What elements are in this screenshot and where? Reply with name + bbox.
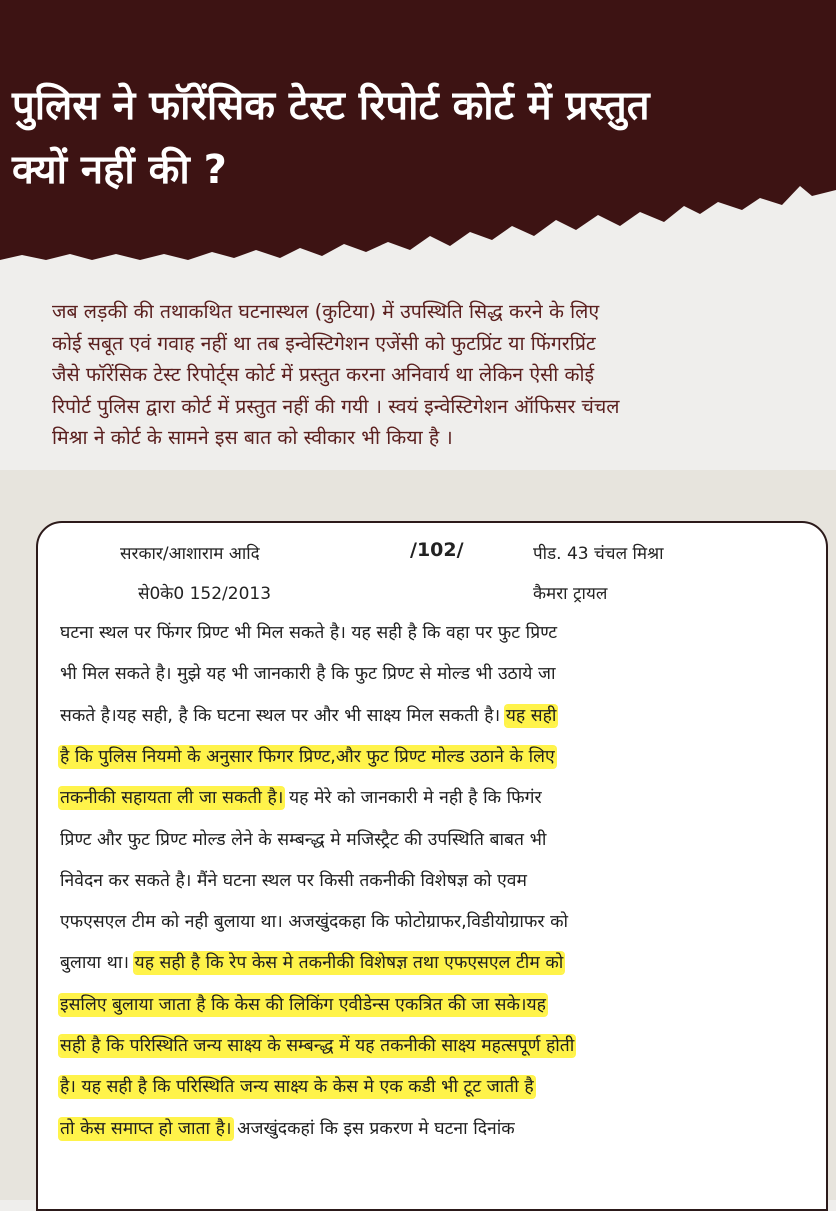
document-text: यह मेरे को जानकारी मे नही है कि फिगंर xyxy=(283,788,542,809)
witness-name: पीड. 43 चंचल मिश्रा xyxy=(533,544,664,564)
intro-line: जब लड़की की तथाकथित घटनास्थल (कुटिया) में उपस्थिति सिद्ध करने के लिए xyxy=(52,300,600,323)
document-line xyxy=(60,866,800,896)
document-line xyxy=(60,742,800,772)
court-document-scan xyxy=(36,521,828,1211)
document-line xyxy=(60,701,800,731)
document-text: बुलाया था। xyxy=(60,953,135,974)
highlighted-text: है। यह सही है कि परिस्थिति जन्य साक्ष्य के केस मे एक कडी भी टूट जाती है xyxy=(60,1077,534,1098)
title-line-1: पुलिस ने फॉरेंसिक टेस्ट रिपोर्ट कोर्ट में प्रस्तुत xyxy=(12,83,650,129)
highlighted-text: तकनीकी सहायता ली जा सकती है। xyxy=(60,788,284,809)
trial-mode: कैमरा ट्रायल xyxy=(533,584,608,604)
document-line xyxy=(60,1114,800,1144)
page-title xyxy=(12,74,824,202)
highlighted-text: है कि पुलिस नियमो के अनुसार फिगर प्रिण्ट,और फुट प्रिण्ट मोल्ड उठाने के लिए xyxy=(60,746,555,767)
document-text: भी मिल सकते है। मुझे यह भी जानकारी है कि फुट प्रिण्ट से मोल्ड भी उठाये जा xyxy=(60,664,556,685)
intro-paragraph xyxy=(52,296,782,454)
document-text: एफएसएल टीम को नही बुलाया था। अजखुंदकहा कि फोटोग्राफर,विडीयोग्राफर को xyxy=(60,912,569,933)
highlighted-text: तो केस समाप्त हो जाता है। xyxy=(60,1118,232,1139)
case-number: से0के0 152/2013 xyxy=(138,584,272,604)
document-text: प्रिण्ट और फुट प्रिण्ट मोल्ड लेने के सम्बन्द्ध मे मजिस्ट्रैट की उपस्थिति बाबत भी xyxy=(60,829,547,850)
document-line xyxy=(60,659,800,689)
document-text: घटना स्थल पर फिंगर प्रिण्ट भी मिल सकते है। यह सही है कि वहा पर फुट प्रिण्ट xyxy=(60,623,558,643)
highlighted-text: यह सही xyxy=(505,705,557,726)
highlighted-text: सही है कि परिस्थिति जन्य साक्ष्य के सम्बन्द्ध में यह तकनीकी साक्ष्य महत्सपूर्ण होती xyxy=(60,1036,575,1056)
intro-line: मिश्रा ने कोर्ट के सामने इस बात को स्वीकार भी किया है । xyxy=(52,426,453,449)
intro-line: कोई सबूत एवं गवाह नहीं था तब इन्वेस्टिगेशन एजेंसी को फुटप्रिंट या फिंगरप्रिंट xyxy=(52,331,596,355)
case-parties: सरकार/आशाराम आदि xyxy=(120,544,260,564)
document-line xyxy=(60,948,800,978)
highlighted-text: इसलिए बुलाया जाता है कि केस की लिकिंग एवीडेन्स एकत्रित की जा सके।यह xyxy=(60,994,546,1015)
document-line xyxy=(60,907,800,937)
document-line xyxy=(60,783,800,813)
document-line xyxy=(60,1072,800,1102)
document-line xyxy=(60,618,800,648)
highlighted-text: यह सही है कि रेप केस मे तकनीकी विशेषज्ञ तथा एफएसएल टीम को xyxy=(134,953,564,974)
document-line xyxy=(60,1031,800,1061)
document-text: अजखुंदकहां कि इस प्रकरण मे घटना दिनांक xyxy=(231,1118,515,1139)
document-text: सकते है।यह सही, है कि घटना स्थल पर और भी साक्ष्य मिल सकती है। xyxy=(60,705,506,726)
document-line xyxy=(60,990,800,1020)
intro-line: जैसे फॉरेंसिक टेस्ट रिपोर्ट्स कोर्ट में प्रस्तुत करना अनिवार्य था लेकिन ऐसी कोई xyxy=(52,363,595,386)
document-line xyxy=(60,825,800,855)
document-text: निवेदन कर सकते है। मैंने घटना स्थल पर किसी तकनीकी विशेषज्ञ को एवम xyxy=(60,870,527,891)
page-number: /102/ xyxy=(410,539,464,561)
title-line-2: क्यों नहीं की ? xyxy=(12,147,227,193)
intro-line: रिपोर्ट पुलिस द्वारा कोर्ट में प्रस्तुत नहीं की गयी । स्वयं इन्वेस्टिगेशन ऑफिसर चंचल xyxy=(52,394,620,418)
